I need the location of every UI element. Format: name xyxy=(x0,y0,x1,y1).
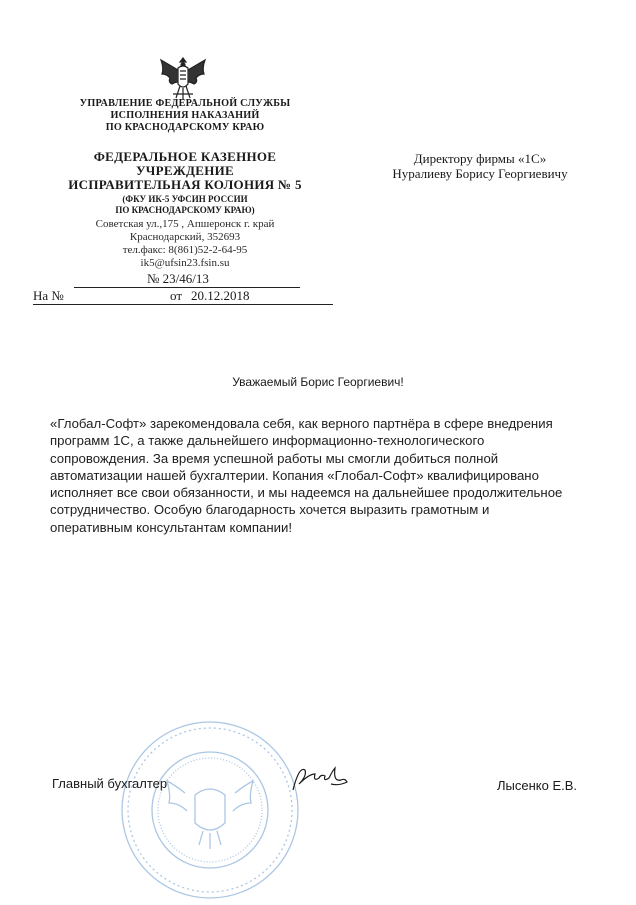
institution-short-line-2: ПО КРАСНОДАРСКОМУ КРАЮ) xyxy=(115,205,255,215)
body-line: исполняет все свои обязанности, и мы надеемся на дальнейшее продолжительное xyxy=(50,485,563,501)
institution-short-line-1: (ФКУ ИК-5 УФСИН РОССИИ xyxy=(122,194,248,204)
ref-date-line xyxy=(33,289,333,305)
recipient-line-2: Нуралиеву Борису Георгиевичу xyxy=(392,166,568,181)
coat-of-arms-emblem xyxy=(158,54,208,102)
signer-role: Главный бухгалтер xyxy=(52,776,168,791)
body-line: программ 1С, а также дальнейшего информационно-технологического xyxy=(50,433,485,449)
ref-prefix: На № xyxy=(33,288,64,303)
body-line: оперативным консультантам компании! xyxy=(50,519,292,535)
address-line-2: Краснодарский, 352693 xyxy=(129,231,241,243)
recipient-line-1: Директору фирмы «1С» xyxy=(413,151,547,166)
body-line: сопровождения. За время успешной работы мы смогли добиться полной xyxy=(50,450,499,466)
institution-line-1: ФЕДЕРАЛЬНОЕ КАЗЕННОЕ xyxy=(93,149,277,164)
institution-line-2: УЧРЕЖДЕНИЕ xyxy=(135,163,235,178)
date-prefix: от xyxy=(170,288,183,303)
letter-body xyxy=(50,415,610,536)
reg-number: № 23/46/13 xyxy=(147,271,209,286)
letter-greeting: Уважаемый Борис Георгиевич! xyxy=(232,375,404,389)
authority-line-3: ПО КРАСНОДАРСКОМУ КРАЮ xyxy=(105,122,265,133)
address-line-4: ik5@ufsin23.fsin.su xyxy=(140,257,230,269)
institution-line-3: ИСПРАВИТЕЛЬНАЯ КОЛОНИЯ № 5 xyxy=(68,177,302,192)
signer-name: Лысенко Е.В. xyxy=(497,778,578,793)
address-line-1: Советская ул.,175 , Апшеронск г. край xyxy=(95,218,275,230)
letter-date: 20.12.2018 xyxy=(191,288,250,303)
authority-line-2: ИСПОЛНЕНИЯ НАКАЗАНИЙ xyxy=(110,110,260,121)
body-line: сотрудничество. Особую благодарность хочется выразить грамотным и xyxy=(50,502,490,518)
body-line: «Глобал-Софт» зарекомендовала себя, как верного партнёра в сфере внедрения xyxy=(50,416,553,431)
authority-line-1: УПРАВЛЕНИЕ ФЕДЕРАЛЬНОЙ СЛУЖБЫ xyxy=(79,98,291,109)
official-stamp xyxy=(115,715,305,905)
handwritten-signature xyxy=(285,760,355,800)
body-line: автоматизации нашей бухгалтерии. Копания «Глобал-Софт» квалифицировано xyxy=(50,467,539,483)
address-line-3: тел.факс: 8(861)52-2-64-95 xyxy=(122,244,248,256)
